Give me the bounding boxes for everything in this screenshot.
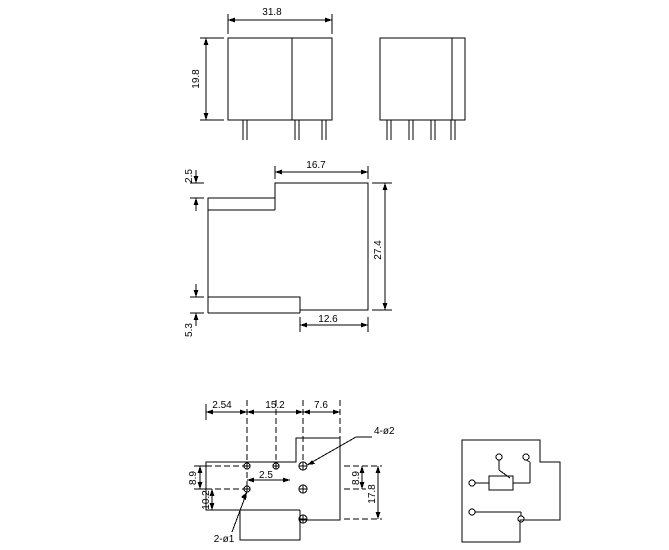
front-view (200, 14, 332, 140)
dim-section-12-6: 12.6 (318, 314, 338, 325)
dim-pcb-8-9-right: 8.9 (351, 471, 362, 485)
dim-pcb-8-9-left: 8.9 (188, 471, 199, 485)
dim-pcb-17-8: 17.8 (367, 484, 378, 504)
hole-group-4 (273, 462, 307, 523)
dim-pcb-15-2: 15.2 (265, 400, 285, 411)
callout-2-dia1: 2-ø1 (213, 534, 235, 545)
dim-pcb-10-2: 10.2 (201, 490, 212, 510)
callout-4-dia2: 4-ø2 (374, 426, 395, 437)
dim-section-5-3: 5.3 (184, 323, 195, 337)
dim-pcb-7-6: 7.6 (314, 400, 328, 411)
dim-section-16-7: 16.7 (306, 160, 326, 171)
dim-section-27-4: 27.4 (373, 240, 384, 260)
dim-pcb-2-5: 2.5 (259, 470, 273, 481)
dim-front-width: 31.8 (262, 7, 282, 18)
dim-front-height: 19.8 (191, 69, 202, 89)
dim-section-2-5: 2.5 (184, 169, 195, 183)
side-view (380, 38, 465, 140)
pcb-layout-view (194, 400, 382, 540)
section-view (190, 166, 392, 332)
schematic-view (462, 440, 560, 542)
dim-pcb-2-54: 2.54 (212, 400, 232, 411)
